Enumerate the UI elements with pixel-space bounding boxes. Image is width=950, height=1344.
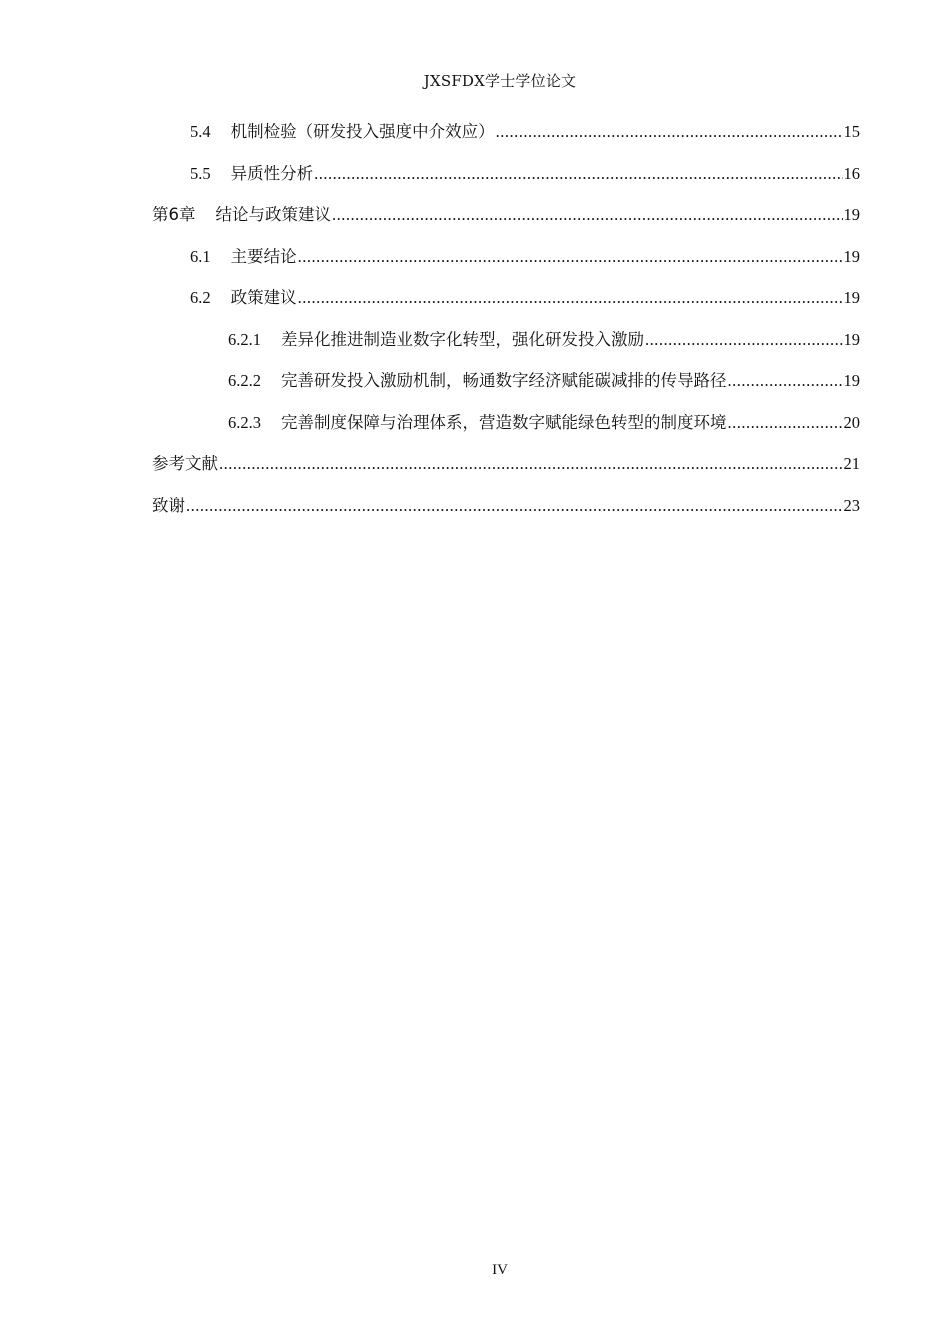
toc-entry-page: 19	[843, 246, 860, 266]
toc-leader-dots	[219, 454, 843, 474]
toc-entry-title: 参考文献	[152, 454, 218, 473]
toc-entry-6-1[interactable]	[152, 243, 860, 285]
toc-entry-6-2-1[interactable]	[152, 326, 860, 368]
toc-entry-title: 差异化推进制造业数字化转型，强化研发投入激励	[281, 329, 644, 349]
toc-entry-6-2-2[interactable]	[152, 367, 860, 409]
toc-entry-page: 21	[843, 454, 860, 473]
toc-leader-dots	[728, 413, 843, 433]
toc-entry-5-4[interactable]	[152, 118, 860, 160]
toc-entry-6-2-3[interactable]	[152, 409, 860, 451]
toc-entry-acknowledgements[interactable]	[152, 492, 860, 534]
toc-leader-dots	[314, 164, 842, 184]
toc-entry-title: 结论与政策建议	[215, 205, 331, 224]
toc-entry-page: 19	[843, 371, 860, 390]
toc-entry-title: 完善研发投入激励机制，畅通数字经济赋能碳减排的传导路径	[281, 371, 727, 390]
page-number: IV	[492, 1262, 508, 1278]
toc-entry-number: 5.5	[190, 163, 211, 183]
toc-leader-dots	[298, 288, 843, 308]
toc-entry-number: 6.2.3	[228, 412, 261, 432]
toc-entry-page: 23	[843, 495, 860, 515]
toc-leader-dots	[332, 205, 843, 225]
toc-entry-page: 20	[843, 412, 860, 432]
toc-entry-chapter-6[interactable]	[152, 201, 860, 243]
toc-entry-number: 6.1	[190, 246, 211, 266]
toc-entry-6-2[interactable]	[152, 284, 860, 326]
toc-entry-5-5[interactable]	[152, 160, 860, 202]
toc-entry-page: 15	[843, 122, 860, 141]
toc-entry-page: 16	[843, 163, 860, 183]
toc-entry-title: 致谢	[152, 495, 185, 515]
toc-leader-dots	[298, 247, 843, 267]
toc-entry-number: 5.4	[190, 122, 211, 141]
running-header: JXSFDX学士学位论文	[423, 72, 577, 90]
toc-entry-title: 主要结论	[230, 246, 297, 266]
toc-entry-number: 6.2.2	[228, 371, 261, 390]
toc-entry-number: 6.2	[190, 288, 211, 307]
toc-entry-references[interactable]	[152, 450, 860, 492]
toc-entry-title: 机制检验（研发投入强度中介效应）	[230, 122, 495, 141]
toc-leader-dots	[645, 330, 843, 350]
toc-leader-dots	[496, 122, 843, 142]
toc-entry-number: 第6章	[152, 205, 196, 224]
toc-entry-title: 完善制度保障与治理体系，营造数字赋能绿色转型的制度环境	[281, 412, 727, 432]
toc-entry-page: 19	[843, 329, 860, 349]
toc-entry-page: 19	[843, 205, 860, 224]
toc-entry-page: 19	[843, 288, 860, 307]
toc-entry-title: 异质性分析	[230, 163, 314, 183]
table-of-contents	[152, 118, 860, 533]
toc-entry-number: 6.2.1	[228, 329, 261, 349]
toc-leader-dots	[186, 496, 843, 516]
toc-leader-dots	[728, 371, 843, 391]
toc-entry-title: 政策建议	[230, 288, 297, 307]
